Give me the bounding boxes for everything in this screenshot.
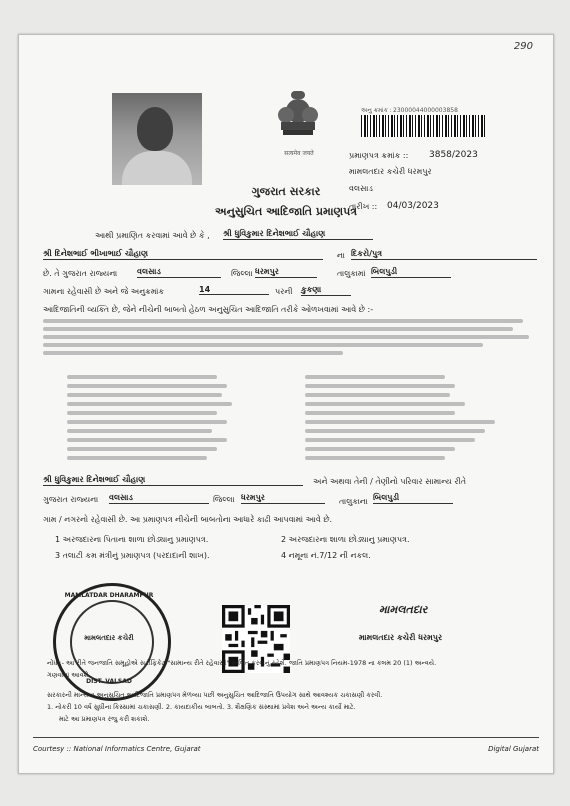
seal-top-text: MAMLATDAR DHARAMPUR	[64, 592, 154, 599]
district: વલસાડ	[137, 267, 221, 278]
tail-line-1: સરકારની માન્યતા અનુસુચિત આદિજાતિ પ્રમાણપત્ર મેળવ્યા પછી અનુસુચિત આદિજાતિ ઉપયોગ સાથે આવશ્યક ચકાસણી કરવી.	[47, 691, 383, 699]
certificate-no: 3858/2023	[429, 150, 478, 160]
office-line: મામલતદાર કચેરી ધરમપુર	[349, 167, 432, 176]
second-district-label: જિલ્લા	[213, 495, 235, 504]
village: બિલપુડી	[371, 267, 451, 278]
father-name: શ્રી દિનેશભાઈ ભીખાભાઈ ચૌહાણ	[43, 249, 323, 260]
basis-item-4: 4 નમૂના નં.7/12 ની નકલ.	[281, 551, 371, 560]
state-prefix: છે. તે ગુજરાત રાજ્યના	[43, 269, 118, 278]
tail-line-3: માટે આ પ્રમાણપત્ર રજુ કરી શકાશે.	[59, 715, 150, 723]
subtitle: અનુસુચિત આદિજાતિ પ્રમાણપત્ર	[214, 205, 358, 218]
emblem-caption: सत्यमेव जयते	[284, 150, 314, 157]
serial-value: 14	[199, 285, 269, 295]
national-emblem-icon	[273, 87, 323, 151]
note-text: નોંધ :- આ રીતે જનજાતિ સમૂહોએ સર્ટીફિકેટ "સામાન્ય રીતે રહેવાસી" સાબિત કરવાનું રહેશે. જાતિ પ્રમાણપત્ર નિયમ-1978 ના કલમ 20 (1) અન્વયે.	[47, 659, 437, 667]
orders-list-left	[67, 375, 237, 475]
orders-list-right	[305, 375, 505, 475]
footer-divider	[33, 737, 539, 738]
relation-label: ના	[337, 251, 345, 260]
tribe: કુકણા	[301, 285, 351, 296]
applicant-name: શ્રી ધુવિકુમાર દિનેશભાઈ ચૌહાણ	[223, 229, 373, 240]
serial-number: 23000044000003858	[393, 107, 458, 114]
barcode	[361, 115, 485, 137]
place-label: વલસાડ	[349, 184, 373, 193]
relation: દિકરો/પુત્ર	[351, 249, 537, 260]
basis-item-1: 1 અરજદારના પિતાના શાળા છોડ્યાનુ પ્રમાણપત્ર.	[55, 535, 209, 544]
second-taluka-value: ધરમપુર	[241, 493, 325, 504]
district-label: જિલ્લા	[231, 269, 253, 278]
basis-item-2: 2 અરજદારના શાળા છોડ્યાનુ પ્રમાણપત્ર.	[281, 535, 410, 544]
tail-line-2: 1. નોકરી 10 વર્ષ સુધીના કિસ્સામાં ચકાસણી. 2. કાયદાકીય બાબતો. 3. શૈક્ષણિક સંસ્થામાં પ્રવેશ અને અન્ય કાર્યો માટે.	[47, 703, 356, 711]
signatory: મામલતદાર કચેરી ધરમપુર	[359, 633, 443, 642]
basis-item-3: 3 તલાટી કમ મંત્રીનું પ્રમાણપત્ર (પરદાદાની શાખ).	[55, 551, 210, 560]
second-text: અને અથવા તેની / તેણીનો પરિવાર સામાન્ય રીતે	[313, 477, 467, 486]
second-district: વલસાડ	[109, 493, 209, 504]
certificate-page	[18, 34, 554, 774]
village-line: ગામ / નગરનો રહેવાસી છે. આ પ્રમાણપત્ર નીચેની બાબતોના આધારે કાઢી આપવામાં આવે છે.	[43, 515, 333, 524]
seal-center-text: મામલતદાર કચેરી	[84, 634, 134, 642]
serial-prefix: અનુ ક્રમાંક :	[361, 107, 392, 114]
note-text-2: ગણવામાં આવશે.	[47, 671, 91, 679]
footer-brand: Digital Gujarat	[488, 745, 539, 753]
second-state: ગુજરાત રાજ્યના	[43, 495, 99, 504]
certify-text: આથી પ્રમાણિત કરવામાં આવે છે કે ,	[95, 231, 210, 240]
second-taluka-label: તાલુકાના	[339, 497, 368, 506]
footer-courtesy: Courtesy :: National Informatics Centre, Gujarat	[33, 745, 201, 753]
tribe-label: પરની	[275, 287, 293, 296]
certificate-no-label: પ્રમાણપત્ર ક્રમાંક ::	[349, 151, 409, 160]
seal-bottom-text: DIST. VALSAD	[86, 678, 132, 685]
date-label: તારીખ ::	[349, 202, 378, 211]
second-village: બિલપુડી	[373, 493, 453, 504]
taluka-value: ધરમપુર	[255, 267, 317, 278]
legal-fine-print	[43, 319, 533, 359]
signature: મામલતદાર	[379, 603, 428, 616]
tribe-line: આદિજાતિની વ્યક્તિ છે, જેને નીચેની બાબતો હેઠળ અનુસુચિત આદિજાતિ તરીકે ઓળખવામાં આવે છે :-	[43, 305, 374, 314]
taluka-label: તાલુકામાં	[337, 269, 366, 278]
official-seal	[53, 583, 171, 701]
second-name: શ્રી ધુવિકુમાર દિનેશભાઈ ચૌહાણ	[43, 475, 303, 486]
date-value: 04/03/2023	[387, 201, 439, 211]
applicant-photo	[112, 93, 202, 185]
title: ગુજરાત સરકાર	[251, 185, 321, 198]
serial-text: ગામના રહેવાસી છે અને જે અનુક્રમાંક	[43, 287, 165, 296]
page-number: 290	[513, 41, 533, 52]
